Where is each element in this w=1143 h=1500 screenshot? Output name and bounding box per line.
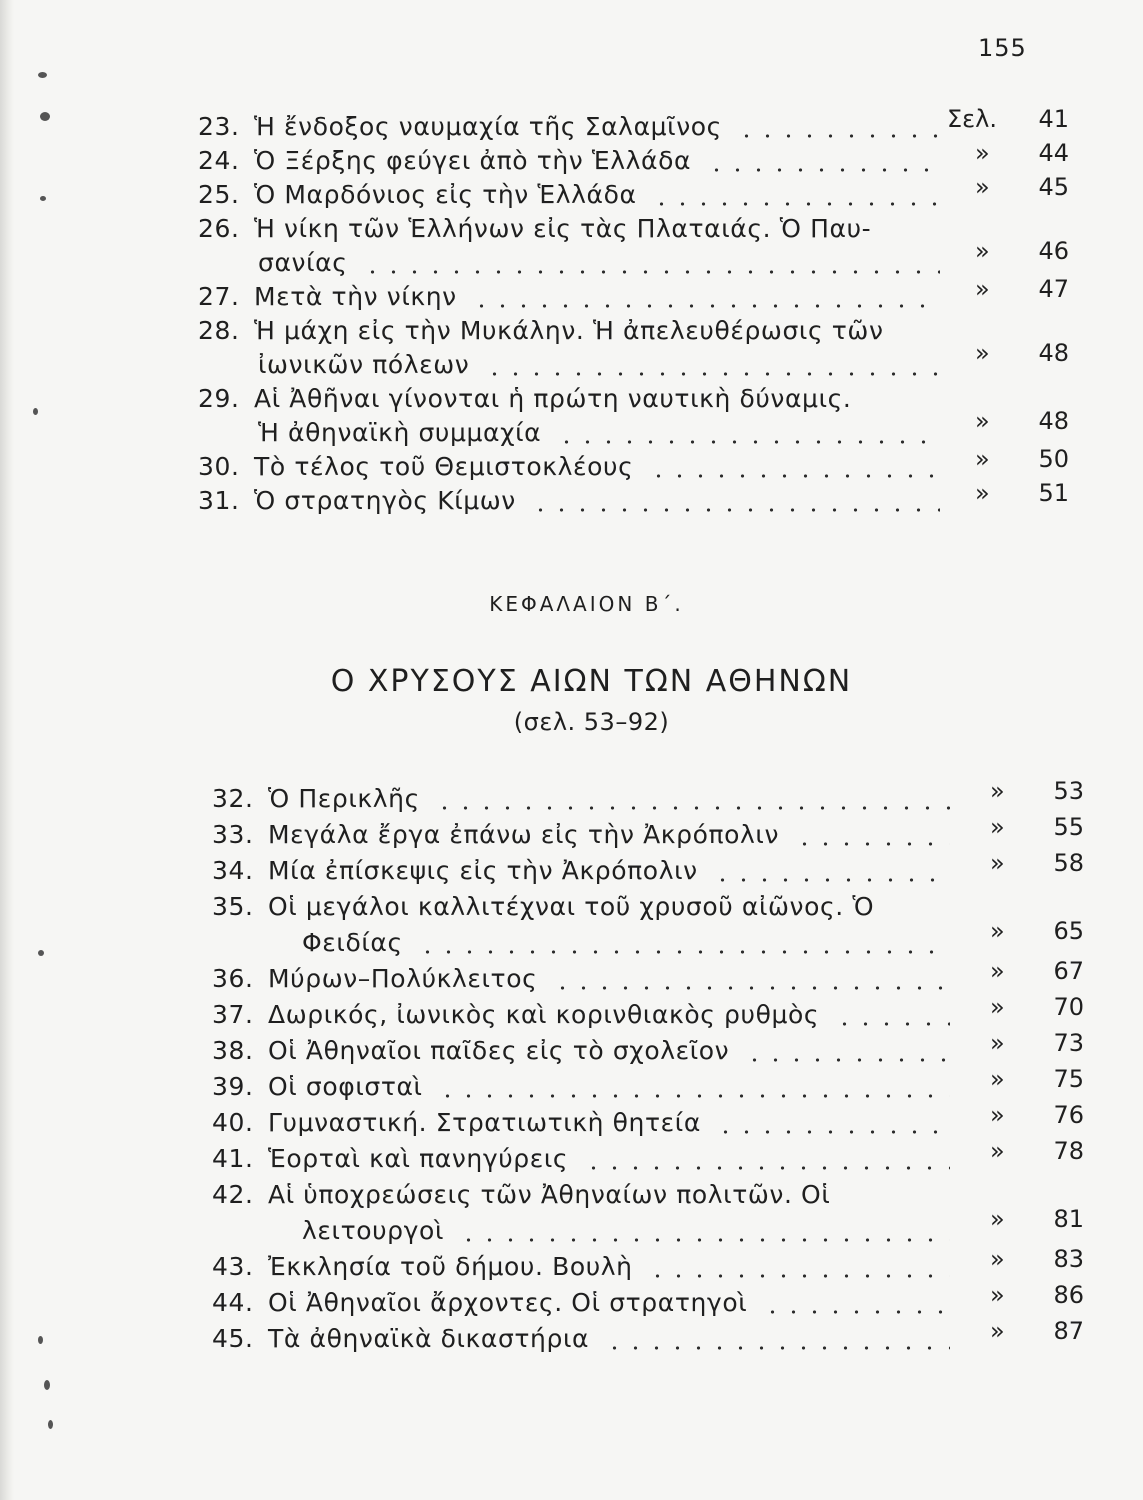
ditto-mark: »: [975, 407, 990, 435]
ink-speck: [33, 408, 38, 415]
page-value: 46: [1038, 237, 1069, 265]
ditto-mark: »: [990, 813, 1005, 841]
entry-title: Μεγάλα ἔργα ἐπάνω εἰς τὴν Ἀκρόπολιν: [268, 820, 780, 849]
page-value: 48: [1038, 339, 1069, 367]
toc-entry: [198, 212, 871, 246]
ditto-mark: »: [975, 173, 990, 201]
dot-leader: [736, 134, 940, 138]
dot-leader: [744, 1058, 950, 1062]
page-reference: [990, 956, 1084, 986]
ink-speck: [38, 1336, 43, 1344]
ditto-mark: »: [990, 993, 1005, 1021]
entry-number: 38.: [212, 1036, 254, 1065]
page-value: 45: [1038, 173, 1069, 201]
page-reference: [975, 406, 1069, 436]
ditto-mark: »: [990, 1317, 1005, 1345]
dot-leader: [648, 474, 940, 478]
ditto-mark: »: [990, 1281, 1005, 1309]
toc-entry: [198, 314, 884, 348]
entry-number: 30.: [198, 452, 240, 481]
ink-speck: [38, 72, 47, 78]
dot-leader: [706, 168, 940, 172]
dot-leader: [556, 440, 940, 444]
entry-number: 43.: [212, 1252, 254, 1281]
page-value: 76: [1053, 1101, 1084, 1129]
entry-number: 33.: [212, 820, 254, 849]
page-value: 55: [1053, 813, 1084, 841]
page-value: 70: [1053, 993, 1084, 1021]
ditto-mark: »: [990, 957, 1005, 985]
page-reference: [975, 236, 1069, 266]
page-reference: [990, 1244, 1084, 1274]
ditto-mark: »: [975, 339, 990, 367]
entry-number: 32.: [212, 784, 254, 813]
page-reference: [975, 172, 1069, 202]
ditto-mark: »: [990, 1101, 1005, 1129]
entry-number: 40.: [212, 1108, 254, 1137]
entry-title: Αἱ Ἀθῆναι γίνονται ἡ πρώτη ναυτικὴ δύναμις.: [254, 384, 852, 413]
dot-leader: [471, 304, 940, 308]
toc-entry: [212, 1322, 589, 1356]
toc-entry: [212, 890, 874, 924]
toc-entry: [212, 1250, 633, 1284]
dot-leader: [362, 270, 940, 274]
entry-number: 41.: [212, 1144, 254, 1173]
ink-speck: [38, 950, 44, 956]
entry-title: Ὁ Ξέρξης φεύγει ἀπὸ τὴν Ἑλλάδα: [254, 146, 692, 175]
ditto-mark: »: [975, 237, 990, 265]
dot-leader: [530, 508, 940, 512]
entry-title: Μία ἐπίσκεψις εἰς τὴν Ἀκρόπολιν: [268, 856, 698, 885]
ditto-mark: »: [975, 139, 990, 167]
page-value: 75: [1053, 1065, 1084, 1093]
page-value: 73: [1053, 1029, 1084, 1057]
toc-entry: [212, 1286, 747, 1320]
entry-number: 31.: [198, 486, 240, 515]
ditto-mark: »: [990, 917, 1005, 945]
toc-entry: [198, 450, 633, 484]
entry-title: Οἱ Ἀθηναῖοι παῖδες εἰς τὸ σχολεῖον: [268, 1036, 730, 1065]
toc-entry: [212, 1142, 568, 1176]
entry-number: 44.: [212, 1288, 254, 1317]
ink-speck: [48, 1420, 53, 1429]
dot-leader: [434, 806, 950, 810]
page-value: 78: [1053, 1137, 1084, 1165]
entry-number: 39.: [212, 1072, 254, 1101]
ditto-mark: »: [990, 1065, 1005, 1093]
toc-entry: [212, 998, 819, 1032]
page-reference: [990, 992, 1084, 1022]
toc-entry: [198, 178, 637, 212]
dot-leader: [437, 1094, 950, 1098]
entry-number: 36.: [212, 964, 254, 993]
entry-title: Οἱ Ἀθηναῖοι ἄρχοντες. Οἱ στρατηγοὶ: [268, 1288, 748, 1317]
toc-entry: [212, 1034, 729, 1068]
entry-title: Ἡ μάχη εἰς τὴν Μυκάλην. Ἡ ἀπελευθέρωσις τῶν: [254, 316, 884, 345]
entry-title: Ὁ Περικλῆς: [268, 784, 420, 813]
entry-title: Ἡ νίκη τῶν Ἑλλήνων εἰς τὰς Πλαταιάς. Ὁ Παυ-: [254, 214, 872, 243]
entry-title-continuation: λειτουργοὶ: [302, 1216, 444, 1245]
dot-leader: [794, 842, 950, 846]
dot-leader: [583, 1166, 950, 1170]
ditto-mark: »: [990, 1029, 1005, 1057]
toc-entry: [212, 854, 698, 888]
page-abbrev: Σελ.: [947, 105, 997, 133]
entry-title: Τὰ ἀθηναϊκὰ δικαστήρια: [268, 1324, 590, 1353]
ditto-mark: »: [990, 849, 1005, 877]
page-value: 51: [1038, 479, 1069, 507]
page-reference: [990, 1204, 1084, 1234]
entry-title-continuation: ἰωνικῶν πόλεων: [258, 350, 470, 379]
entry-title: Μετὰ τὴν νίκην: [254, 282, 457, 311]
page-reference: [975, 478, 1069, 508]
toc-entry: [198, 110, 722, 144]
page-value: 47: [1038, 275, 1069, 303]
page-value: 50: [1038, 445, 1069, 473]
toc-entry: [198, 484, 516, 518]
entry-number: 37.: [212, 1000, 254, 1029]
page-reference: [990, 1028, 1084, 1058]
page-reference: [990, 776, 1084, 806]
page-value: 83: [1053, 1245, 1084, 1273]
dot-leader: [651, 202, 940, 206]
page-value: 86: [1053, 1281, 1084, 1309]
toc-entry: [212, 1106, 701, 1140]
dot-leader: [604, 1346, 950, 1350]
toc-entry: [212, 782, 420, 816]
entry-number: 28.: [198, 316, 240, 345]
entry-title: Ἡ ἔνδοξος ναυμαχία τῆς Σαλαμῖνος: [254, 112, 722, 141]
page-reference: [975, 138, 1069, 168]
page-value: 87: [1053, 1317, 1084, 1345]
page-value: 65: [1053, 917, 1084, 945]
dot-leader: [715, 1130, 950, 1134]
page-reference: [975, 338, 1069, 368]
ditto-mark: »: [975, 275, 990, 303]
entry-number: 23.: [198, 112, 240, 141]
page-reference: [990, 1316, 1084, 1346]
dot-leader: [712, 878, 950, 882]
toc-entry: [212, 1178, 830, 1212]
entry-number: 35.: [212, 892, 254, 921]
page-reference: [990, 1136, 1084, 1166]
entry-number: 42.: [212, 1180, 254, 1209]
dot-leader: [458, 1238, 950, 1242]
ditto-mark: »: [975, 445, 990, 473]
page-reference: [975, 444, 1069, 474]
entry-title: Γυμναστική. Στρατιωτικὴ θητεία: [268, 1108, 701, 1137]
dot-leader: [762, 1310, 950, 1314]
entry-title: Οἱ σοφισταὶ: [268, 1072, 423, 1101]
page-reference: [990, 812, 1084, 842]
page-value: 53: [1053, 777, 1084, 805]
entry-number: 29.: [198, 384, 240, 413]
dot-leader: [834, 1022, 950, 1026]
toc-entry: [198, 382, 851, 416]
page-reference: [947, 104, 1069, 134]
dot-leader: [552, 986, 950, 990]
binding-edge: [0, 0, 14, 1500]
toc-entry: [212, 1070, 423, 1104]
page-reference: [990, 1100, 1084, 1130]
chapter-label: ΚΕΦΑΛΑΙΟΝ Β΄.: [489, 592, 684, 616]
page-reference: [990, 1280, 1084, 1310]
ditto-mark: »: [990, 1137, 1005, 1165]
ink-speck: [40, 196, 46, 201]
ink-speck: [40, 112, 50, 121]
entry-number: 26.: [198, 214, 240, 243]
entry-title: Αἱ ὑποχρεώσεις τῶν Ἀθηναίων πολιτῶν. Οἱ: [268, 1180, 831, 1209]
page-reference: [990, 848, 1084, 878]
entry-title: Ὁ Μαρδόνιος εἰς τὴν Ἑλλάδα: [254, 180, 637, 209]
entry-title: Μύρων–Πολύκλειτος: [268, 964, 538, 993]
dot-leader: [647, 1274, 950, 1278]
page-value: 58: [1053, 849, 1084, 877]
entry-title: Ὁ στρατηγὸς Κίμων: [254, 486, 516, 515]
entry-title-continuation: Φειδίας: [302, 928, 403, 957]
entry-title: Τὸ τέλος τοῦ Θεμιστοκλέους: [254, 452, 634, 481]
chapter-title: Ο ΧΡΥΣΟΥΣ ΑΙΩΝ ΤΩΝ ΑΘΗΝΩΝ: [330, 664, 853, 699]
page-reference: [990, 1064, 1084, 1094]
entry-title-continuation: Ἡ ἀθηναϊκὴ συμμαχία: [258, 418, 542, 447]
page-reference: [975, 274, 1069, 304]
chapter-page-range: (σελ. 53–92): [513, 708, 670, 736]
toc-entry: [212, 962, 537, 996]
entry-number: 25.: [198, 180, 240, 209]
entry-title: Δωρικός, ἰωνικὸς καὶ κορινθιακὸς ρυθμὸς: [268, 1000, 820, 1029]
entry-title-continuation: σανίας: [258, 248, 348, 277]
entry-title: Οἱ μεγάλοι καλλιτέχναι τοῦ χρυσοῦ αἰῶνος. Ὁ: [268, 892, 875, 921]
toc-entry: [212, 818, 779, 852]
toc-entry: [198, 280, 457, 314]
ditto-mark: »: [990, 1245, 1005, 1273]
dot-leader: [417, 950, 950, 954]
page-value: 48: [1038, 407, 1069, 435]
page-value: 81: [1053, 1205, 1084, 1233]
dot-leader: [484, 372, 940, 376]
entry-number: 34.: [212, 856, 254, 885]
ink-speck: [44, 1380, 50, 1390]
page-value: 41: [1038, 105, 1069, 133]
entry-number: 24.: [198, 146, 240, 175]
entry-title: Ἑορταὶ καὶ πανηγύρεις: [268, 1144, 569, 1173]
page-number: 155: [978, 34, 1027, 62]
entry-number: 45.: [212, 1324, 254, 1353]
toc-entry: [198, 144, 691, 178]
ditto-mark: »: [975, 479, 990, 507]
page-reference: [990, 916, 1084, 946]
entry-number: 27.: [198, 282, 240, 311]
page-value: 67: [1053, 957, 1084, 985]
ditto-mark: »: [990, 1205, 1005, 1233]
entry-title: Ἐκκλησία τοῦ δήμου. Βουλὴ: [268, 1252, 633, 1281]
page-value: 44: [1038, 139, 1069, 167]
ditto-mark: »: [990, 777, 1005, 805]
